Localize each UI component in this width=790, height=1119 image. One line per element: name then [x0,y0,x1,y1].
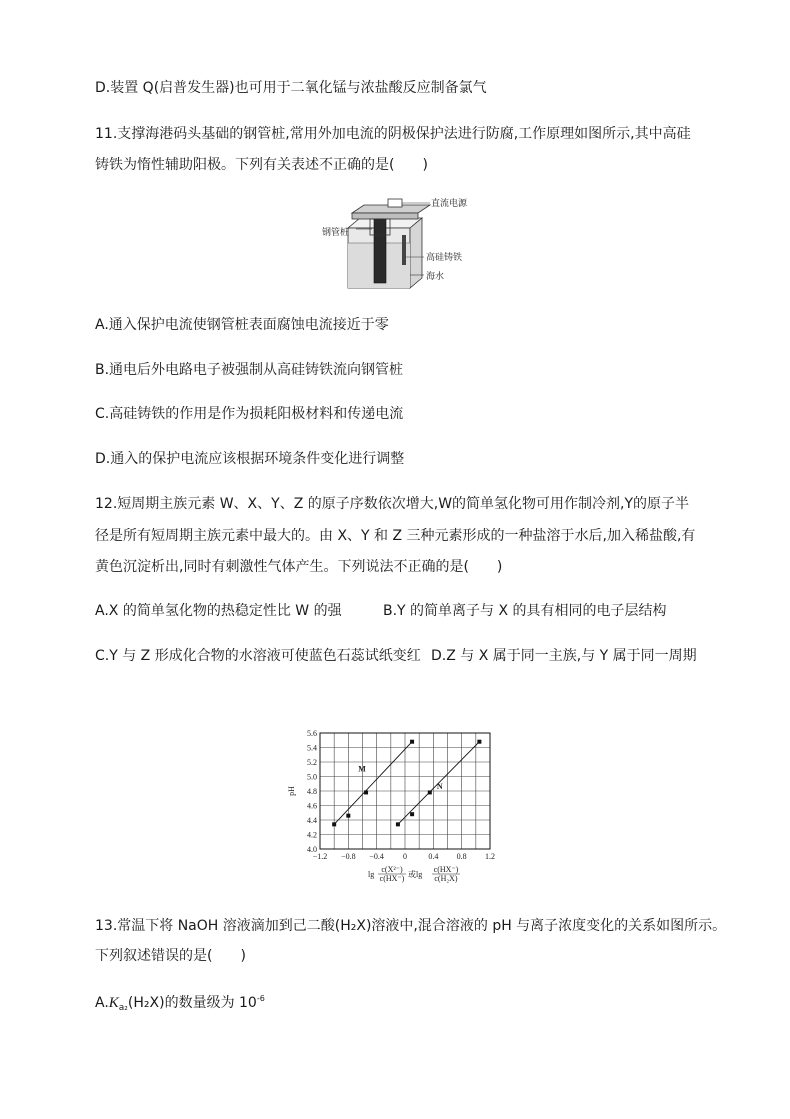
q12-option-a: A.X 的简单氢化物的热稳定性比 W 的强 [95,603,342,619]
data-point-M [346,814,350,818]
data-point-N [396,822,400,826]
x-tick-label: 1.2 [485,852,495,861]
y-tick-label: 4.4 [307,816,317,825]
data-point-M [332,822,336,826]
q11-stem-line1: 11.支撑海港码头基础的钢管桩,常用外加电流的阴极保护法进行防腐,工作原理如图所示,其中高硅 [95,126,691,142]
x-label-den1: c(HX⁻) [379,874,405,883]
x-tick-label: 0.8 [456,852,467,861]
x-tick-label: 0 [403,852,407,861]
q13-option-a-mid: (H₂X)的数量级为 10 [127,995,257,1011]
x-tick-label: −0.4 [369,852,384,861]
y-axis-label: pH [287,786,296,796]
x-tick-label: 0.4 [428,852,439,861]
q13-option-a-exp: -6 [256,994,265,1003]
y-tick-label: 5.2 [307,758,317,767]
chart-series [332,740,481,827]
x-label-num1: c(X²⁻) [381,865,403,874]
label-anode: 高硅铸铁 [426,253,463,263]
series-label-M: M [358,764,366,774]
y-tick-label: 5.6 [307,729,317,738]
q11-stem-line2: 铸铁为惰性辅助阳极。下列有关表述不正确的是( ) [95,157,428,173]
series-line-M [334,742,412,825]
q13-option-a-prefix: A. [95,995,109,1011]
data-point-N [428,790,432,794]
data-point-N [477,740,481,744]
q11-figure [300,193,490,293]
q10-option-d: D.装置 Q(启普发生器)也可用于二氧化锰与浓盐酸反应制备氯气 [95,80,487,96]
anode-bar [402,235,406,265]
label-pile: 钢管桩 [322,228,350,238]
power-source-icon [388,199,402,207]
y-tick-label: 4.8 [307,787,317,796]
q13-option-a-sub: a₂ [118,1003,128,1013]
q12-option-d: D.Z 与 X 属于同一主族,与 Y 属于同一周期 [431,648,697,664]
q11-option-d: D.通入的保护电流应该根据环境条件变化进行调整 [95,451,405,467]
y-tick-label: 5.4 [307,743,317,753]
x-tick-label: −0.8 [341,852,356,861]
q12-option-c: C.Y 与 Z 形成化合物的水溶液可使蓝色石蕊试纸变红 [95,648,421,664]
ph-chart [280,725,510,895]
q12-stem-line2: 径是所有短周期主族元素中最大的。由 X、Y 和 Z 三种元素形成的一种盐溶于水后,加入稀盐酸,有 [95,528,696,544]
x-tick-label: −1.2 [312,852,328,861]
data-point-M [410,740,414,744]
y-tick-label: 4.0 [307,845,317,854]
y-tick-label: 5.0 [307,772,317,782]
q13-stem-line2: 下列叙述错误的是( ) [95,948,246,964]
x-label-or: 或lg [408,870,423,879]
chart-grid [320,733,490,849]
x-label-den2: c(H₂X) [434,874,458,883]
q12-option-b: B.Y 的简单离子与 X 的具有相同的电子层结构 [383,603,667,619]
y-tick-label: 4.2 [307,830,317,840]
q11-option-b: B.通电后外电路电子被强制从高硅铸铁流向钢管桩 [95,362,404,378]
q13-option-a-k: K [108,995,119,1011]
q13-option-a [95,990,265,1017]
data-point-N [410,812,414,816]
y-tick-label: 4.6 [307,801,317,811]
q12-stem-line3: 黄色沉淀析出,同时有刺激性气体产生。下列说法不正确的是( ) [95,559,503,575]
q13-stem-line1: 13.常温下将 NaOH 溶液滴加到己二酸(H₂X)溶液中,混合溶液的 pH 与离子浓度变化的关系如图所示。 [95,918,727,934]
q12-stem-line1: 12.短周期主族元素 W、X、Y、Z 的原子序数依次增大,W的简单氢化物可用作制冷剂,Y的原子半 [95,496,690,512]
x-label-lg: lg [368,870,375,879]
x-label-num2: c(HX⁻) [433,865,459,874]
series-label-N: N [436,781,443,791]
q11-option-a: A.通入保护电流使钢管桩表面腐蚀电流接近于零 [95,317,389,333]
label-power: 直流电源 [431,199,468,209]
q11-option-c: C.高硅铸铁的作用是作为损耗阳极材料和传递电流 [95,406,404,422]
data-point-M [364,790,368,794]
steel-pile [374,219,386,283]
label-water: 海水 [426,272,445,282]
